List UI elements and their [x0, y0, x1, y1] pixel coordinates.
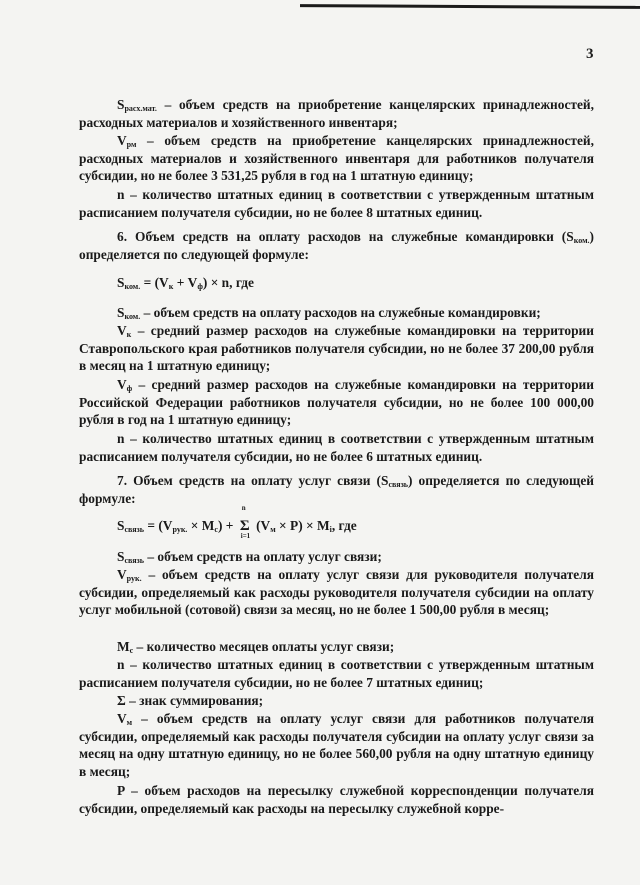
formula-communications: $S_{связь} = (V_{рук.} \times M_с)$ + n Σ i=1 $(V_м \times P) \times M_i$, где [117, 504, 357, 540]
paragraph-v-ruk: $V_{рук.}$ – объем средств на оплату услуг связи для руководителя получателя субсидии, определяемый как расходы руководителя получателя субсидии на оплату услуг мобильной (сотовой) связи за месяц, но не более 1 500,00 рубля в месяц; [79, 567, 594, 618]
scan-edge-rule [300, 4, 640, 9]
paragraph-v-k: $V_к$ – средний размер расходов на служебные командировки на территории Ставропольского края работников получателя субсидии, но не более 37 200,00 рубля в месяц на 1 штатную единицу; [79, 323, 594, 374]
paragraph-m-s: $M_с$ – количество месяцев оплаты услуг связи; [117, 639, 395, 655]
paragraph-n-8-units: n – количество штатных единиц в соответствии с утвержденным штатным расписанием получателя субсидии, но не более 8 штатных единиц. [79, 187, 594, 220]
paragraph-sigma: Σ – знак суммирования; [117, 693, 264, 708]
summation-sign: n Σ i=1 [239, 504, 251, 540]
paragraph-s-svyaz: $S_{связь}$ – объем средств на оплату услуг связи; [117, 549, 382, 565]
paragraph-n-7-units: n – количество штатных единиц в соответствии с утвержденным штатным расписанием получателя субсидии, но не более 7 штатных единиц; [79, 657, 594, 690]
paragraph-v-f: $V_ф$ – средний размер расходов на служебные командировки на территории Российской Федерации работников получателя субсидии, но не более 100 000,00 рубля в год на 1 штатную единицу; [79, 377, 594, 428]
page-number: 3 [586, 46, 594, 62]
formula-travel: $S_{ком.} = (V_к + V_ф) \times n$, где [117, 275, 254, 291]
paragraph-item-6: 6. Объем средств на оплату расходов на служебные командировки $(S_{ком.})$ определяется по следующей формуле: [79, 229, 594, 262]
paragraph-v-m: $V_м$ – объем средств на оплату услуг связи для работников получателя субсидии, определяемый как расходы получателя субсидии на оплату услуг связи за месяц на одну штатную единицу, но не более 560,00 рубля на одну штатную единицу в месяц; [79, 711, 594, 779]
paragraph-v-rm: $V_{рм}$ – объем средств на приобретение канцелярских принадлежностей, расходных материалов и хозяйственного инвентаря для работников получателя субсидии, но не более 3 531,25 рубля в год на 1 штатную единицу; [79, 133, 594, 184]
paragraph-s-rash-mat: $S_{расх.мат.}$ – объем средств на приобретение канцелярских принадлежностей, расходных материалов и хозяйственного инвентаря; [79, 97, 594, 130]
paragraph-s-kom: $S_{ком.}$ – объем средств на оплату расходов на служебные командировки; [117, 305, 541, 321]
paragraph-p-mail: P – объем расходов на пересылку служебной корреспонденции получателя субсидии, определяемый как расходы на пересылку служебной корре- [79, 783, 594, 816]
paragraph-item-7: 7. Объем средств на оплату услуг связи $(S_{связь})$ определяется по следующей формуле: [79, 473, 594, 506]
paragraph-n-6-units: n – количество штатных единиц в соответствии с утвержденным штатным расписанием получателя субсидии, но не более 6 штатных единиц. [79, 431, 594, 464]
